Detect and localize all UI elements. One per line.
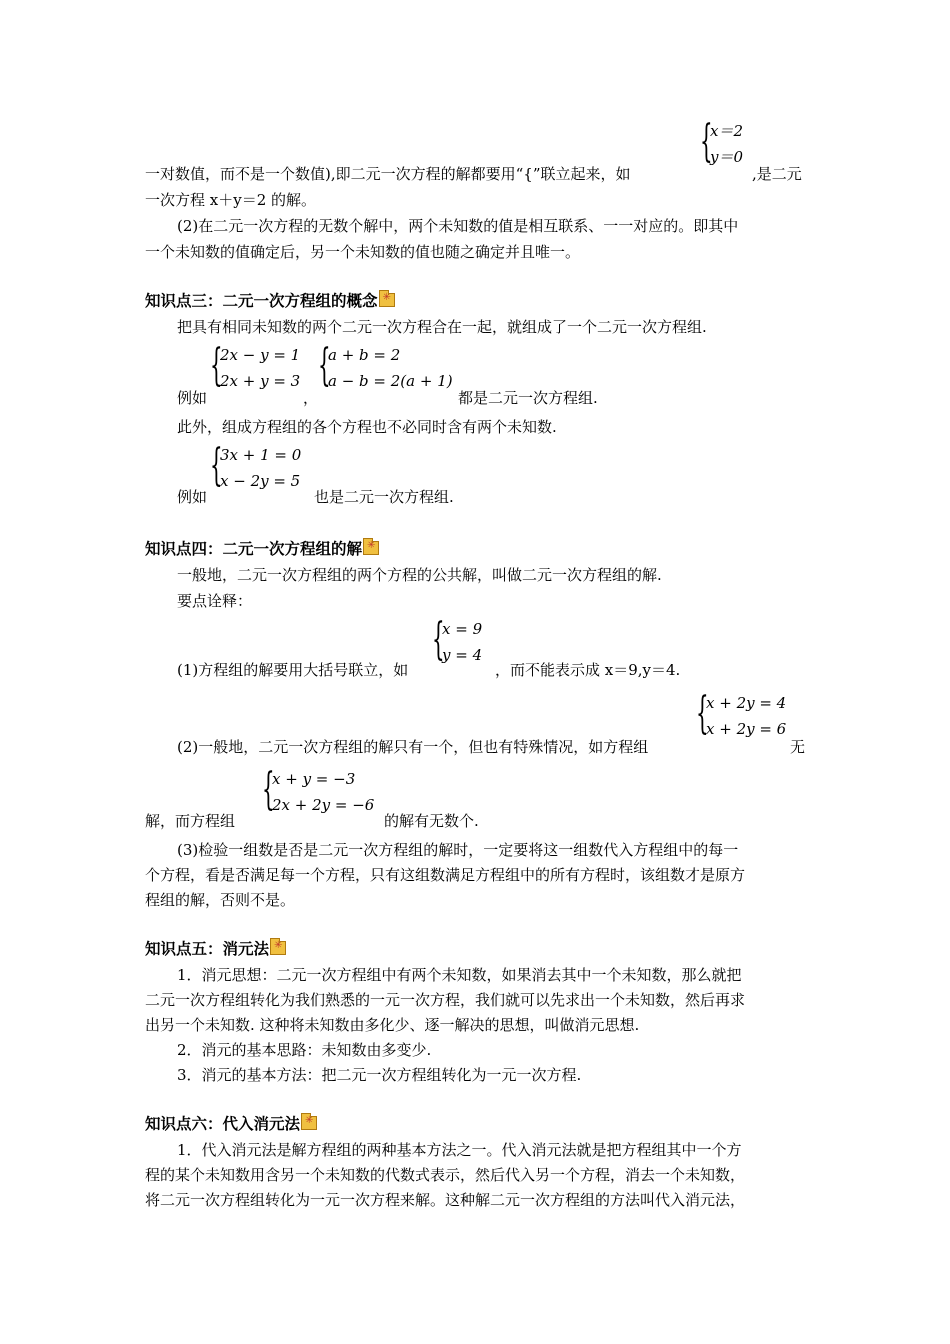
text-line: ,是二元 [752, 165, 802, 183]
text-line: 1．代入消元法是解方程组的两种基本方法之一。代入消元法就是把方程组其中一个方 [177, 1141, 742, 1159]
equation: x + 2y = 4 [706, 694, 787, 712]
text-line: 要点诠释： [177, 592, 253, 610]
equation: x＝2 [710, 122, 744, 140]
text-line: (2)一般地，二元一次方程组的解只有一个，但也有特殊情况，如方程组 [177, 738, 649, 756]
text-line: 的解有无数个. [384, 812, 479, 830]
folder-icon[interactable] [379, 293, 395, 307]
equation: x = 9 [442, 620, 483, 638]
heading-text: 知识点六：代入消元法 [145, 1115, 301, 1133]
text-line: (1)方程组的解要用大括号联立，如 [177, 661, 409, 679]
text-line: 例如 [177, 488, 208, 506]
equation: a − b = 2(a + 1) [328, 372, 453, 390]
heading-text: 知识点四：二元一次方程组的解 [145, 540, 363, 558]
equation: y＝0 [710, 148, 744, 166]
equation: 3x + 1 = 0 [220, 446, 302, 464]
heading-text: 知识点五：消元法 [145, 940, 270, 958]
equation: 2x + 2y = −6 [272, 796, 375, 814]
text-line: 一般地，二元一次方程组的两个方程的公共解，叫做二元一次方程组的解. [177, 566, 662, 584]
text-line: 1．消元思想：二元一次方程组中有两个未知数，如果消去其中一个未知数，那么就把 [177, 966, 742, 984]
brace-icon: { [262, 764, 275, 815]
equation: 2x + y = 3 [220, 372, 301, 390]
section-heading-6 [145, 1116, 317, 1133]
brace-icon: { [700, 116, 713, 167]
text-line: 解，而方程组 [145, 812, 236, 830]
text-line: 无 [790, 738, 806, 756]
equation: y = 4 [442, 646, 483, 664]
equation: x + y = −3 [272, 770, 356, 788]
text-line: 3．消元的基本方法：把二元一次方程组转化为一元一次方程. [177, 1066, 582, 1084]
text-line: 个方程，看是否满足每一个方程，只有这组数满足方程组中的所有方程时，该组数才是原方 [145, 866, 746, 884]
brace-icon: { [210, 440, 223, 491]
heading-text: 知识点三：二元一次方程组的概念 [145, 292, 378, 310]
equation: x + 2y = 6 [706, 720, 787, 738]
text-line: 2．消元的基本思路：未知数由多变少. [177, 1041, 432, 1059]
text-line: 程组的解，否则不是。 [145, 891, 296, 909]
text-line: 也是二元一次方程组. [314, 488, 454, 506]
text-line: ，而不能表示成 x＝9,y＝4. [495, 661, 681, 679]
equation: 2x − y = 1 [220, 346, 301, 364]
text-line: 一个未知数的值确定后，另一个未知数的值也随之确定并且唯一。 [145, 243, 581, 261]
text-line: 一对数值，而不是一个数值),即二元一次方程的解都要用“{”联立起来，如 [145, 165, 631, 183]
folder-icon[interactable] [363, 541, 379, 555]
text-line: ， [303, 389, 319, 407]
text-line: (3)检验一组数是否是二元一次方程组的解时，一定要将这一组数代入方程组中的每一 [177, 841, 739, 859]
brace-icon: { [210, 340, 223, 391]
text-line: 此外，组成方程组的各个方程也不必同时含有两个未知数. [177, 418, 557, 436]
brace-icon: { [432, 614, 445, 665]
text-line: 一次方程 x＋y＝2 的解。 [145, 191, 317, 209]
text-line: 二元一次方程组转化为我们熟悉的一元一次方程，我们就可以先求出一个未知数，然后再求 [145, 991, 746, 1009]
brace-icon: { [696, 688, 709, 739]
section-heading-5 [145, 941, 286, 958]
section-heading-3 [145, 293, 395, 310]
text-line: 把具有相同未知数的两个二元一次方程合在一起，就组成了一个二元一次方程组. [177, 318, 707, 336]
brace-icon: { [318, 340, 331, 391]
section-heading-4 [145, 541, 379, 558]
text-line: 出另一个未知数. 这种将未知数由多化少、逐一解决的思想，叫做消元思想. [145, 1016, 640, 1034]
text-line: (2)在二元一次方程的无数个解中，两个未知数的值是相互联系、一一对应的。即其中 [177, 217, 739, 235]
folder-icon[interactable] [270, 941, 286, 955]
text-line: 将二元一次方程组转化为一元一次方程来解。这种解二元一次方程组的方法叫代入消元法， [145, 1191, 746, 1209]
equation: a + b = 2 [328, 346, 401, 364]
equation: x − 2y = 5 [220, 472, 301, 490]
text-line: 都是二元一次方程组. [458, 389, 598, 407]
folder-icon[interactable] [301, 1116, 317, 1130]
text-line: 例如 [177, 389, 208, 407]
text-line: 程的某个未知数用含另一个未知数的代数式表示，然后代入另一个方程，消去一个未知数， [145, 1166, 746, 1184]
